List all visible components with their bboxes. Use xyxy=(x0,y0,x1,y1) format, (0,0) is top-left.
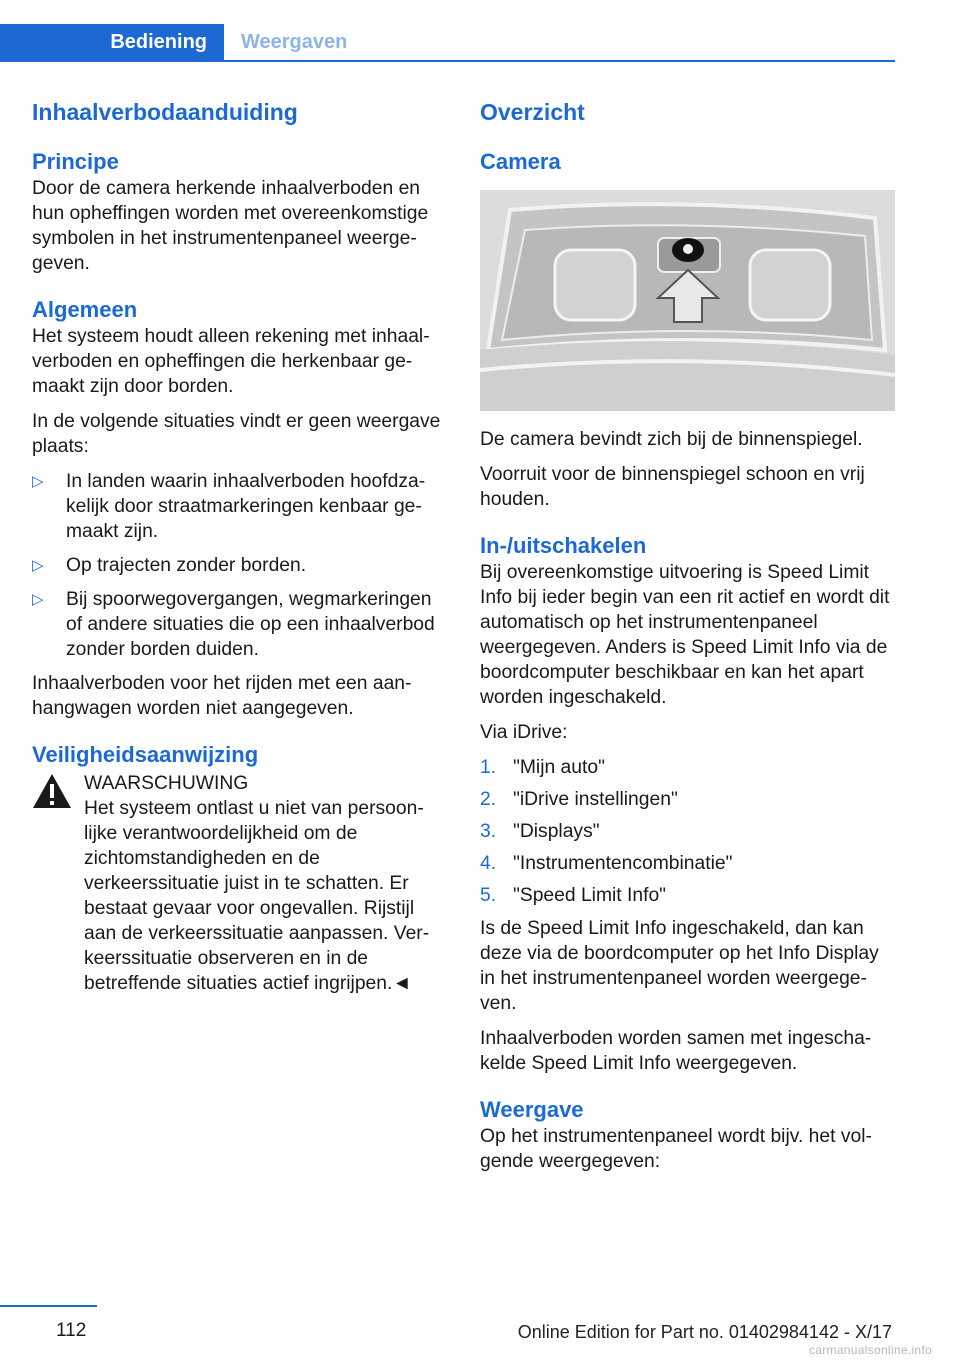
step-text: "Instrumentencombinatie" xyxy=(513,853,733,874)
step-number: 1. xyxy=(480,757,497,778)
camera-text-1: De camera bevindt zich bij de binnenspiegel. xyxy=(480,429,863,450)
situations-list xyxy=(32,469,447,662)
switch-text: Bij overeenkomstige uitvoering is Speed Limit Info bij ieder begin van een rit actief en wordt dit automatisch op het instrumentenpaneel weergegeven. Anders is Speed Limit Info via de boordcomputer beschikbaar en kan het apart worden ingeschakeld. xyxy=(480,562,890,708)
display-text: Op het instrumentenpaneel wordt bijv. het volgende weergegeven: xyxy=(480,1126,872,1172)
list-item xyxy=(480,787,895,812)
via-idrive-text: Via iDrive: xyxy=(480,722,568,743)
tab-bediening[interactable]: Bediening xyxy=(0,24,224,60)
step-text: "Displays" xyxy=(513,821,600,842)
warning-block xyxy=(32,771,447,996)
list-item xyxy=(480,851,895,876)
algemeen-text-2: In de volgende situaties vindt er geen weergave plaats: xyxy=(32,411,441,457)
watermark: carmanualsonline.info xyxy=(808,1343,932,1357)
step-number: 4. xyxy=(480,853,497,874)
list-item xyxy=(480,819,895,844)
list-item-text: Bij spoorwegovergangen, wegmarkeringen of andere situaties die op een inhaalverbod zonder borden duiden. xyxy=(66,589,435,660)
section-title-inhaalverbodaanduiding: Inhaalverbodaanduiding xyxy=(32,99,298,125)
footer-rule xyxy=(0,1305,97,1307)
step-number: 5. xyxy=(480,885,497,906)
list-item-text: Op trajecten zonder borden. xyxy=(66,555,307,576)
step-text: "Mijn auto" xyxy=(513,757,605,778)
heading-camera: Camera xyxy=(480,149,561,174)
warning-text: Het systeem ontlast u niet van persoonlijke verantwoordelijkheid om de zichtomstandigheden en de verkeerssituatie juist in te schatten. Er bestaat gevaar voor ongevallen. Rijstijl aan de verkeerssituatie aanpassen. Verkeerssituatie observeren en in de betreffende situaties actief ingrijpen.◄ xyxy=(84,798,430,994)
list-item-text: In landen waarin inhaalverboden hoofdzakelijk door straatmarkeringen kenbaar gemaakt zijn. xyxy=(66,471,426,542)
warning-label: WAARSCHUWING xyxy=(84,773,249,794)
tab-weergaven[interactable]: Weergaven xyxy=(241,30,348,53)
triangle-bullet-icon: ▷ xyxy=(32,591,44,608)
step-text: "iDrive instellingen" xyxy=(513,789,678,810)
step-number: 3. xyxy=(480,821,497,842)
heading-in-uitschakelen: In-/uitschakelen xyxy=(480,533,647,558)
after-steps-text-2: Inhaalverboden worden samen met ingeschakelde Speed Limit Info weergegeven. xyxy=(480,1028,872,1074)
section-title-overzicht: Overzicht xyxy=(480,99,585,125)
list-item xyxy=(32,469,447,544)
heading-principe: Principe xyxy=(32,149,119,174)
list-item xyxy=(480,883,895,908)
list-item xyxy=(480,755,895,780)
edition-info: Online Edition for Part no. 01402984142 - X/17 xyxy=(517,1322,892,1342)
step-number: 2. xyxy=(480,789,497,810)
algemeen-text-3: Inhaalverboden voor het rijden met een aanhangwagen worden niet aangegeven. xyxy=(32,673,412,719)
principe-text: Door de camera herkende inhaalverboden en hun opheffingen worden met overeenkomstige symbolen in het instrumentenpaneel weergegeven. xyxy=(32,178,429,274)
header-rule xyxy=(0,60,895,62)
triangle-bullet-icon: ▷ xyxy=(32,557,44,574)
algemeen-text-1: Het systeem houdt alleen rekening met inhaalverboden en opheffingen die herkenbaar gemaakt zijn door borden. xyxy=(32,326,430,397)
after-steps-text-1: Is de Speed Limit Info ingeschakeld, dan kan deze via de boordcomputer op het Info Display in het instrumentenpaneel worden weergegeven. xyxy=(480,918,879,1014)
list-item xyxy=(32,587,447,662)
step-text: "Speed Limit Info" xyxy=(513,885,667,906)
heading-algemeen: Algemeen xyxy=(32,297,138,322)
heading-weergave: Weergave xyxy=(480,1097,584,1122)
list-item xyxy=(32,553,447,578)
page-number: 112 xyxy=(56,1320,87,1341)
idrive-steps-list xyxy=(480,755,895,908)
warning-triangle-icon xyxy=(32,773,72,809)
camera-text-2: Voorruit voor de binnenspiegel schoon en vrij houden. xyxy=(480,464,865,510)
right-column xyxy=(480,98,895,1184)
heading-veiligheidsaanwijzing: Veiligheidsaanwijzing xyxy=(32,742,259,767)
chapter-tabs xyxy=(0,24,895,62)
left-column xyxy=(32,98,447,996)
triangle-bullet-icon: ▷ xyxy=(32,473,44,490)
camera-location-illustration xyxy=(480,190,895,411)
